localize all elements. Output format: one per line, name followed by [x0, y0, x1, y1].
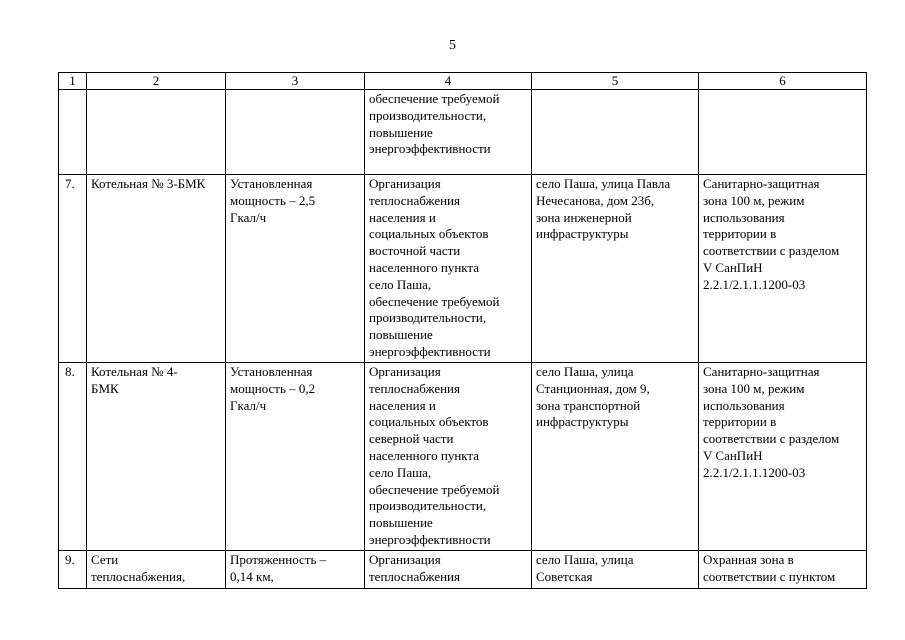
row-number: 9. — [65, 552, 75, 567]
object-purpose: Организация теплоснабжения населения и социальных объектов восточной части населенного пункта село Паша, обеспечение требуемой производительности, повышение энергоэффективности — [369, 176, 500, 359]
object-name: Сети теплоснабжения, — [91, 552, 186, 584]
column-header: 1 — [59, 73, 87, 90]
zones-cell — [699, 551, 867, 589]
page-number: 5 — [449, 38, 456, 53]
table-row — [59, 90, 867, 175]
objects-table — [58, 72, 867, 589]
row-number: 7. — [65, 176, 75, 191]
column-header: 3 — [226, 73, 365, 90]
table-row — [59, 175, 867, 363]
object-name: Котельная № 4- БМК — [91, 364, 178, 396]
column-header: 6 — [699, 73, 867, 90]
zones-cell — [699, 175, 867, 363]
purpose-cell — [365, 90, 532, 175]
purpose-cell — [365, 551, 532, 589]
object-parameters: Установленная мощность – 2,5 Гкал/ч — [230, 176, 316, 225]
row-number-cell — [59, 90, 87, 175]
table-row — [59, 551, 867, 589]
object-purpose: обеспечение требуемой производительности, повышение энергоэффективности — [369, 91, 500, 157]
object-location: село Паша, улица Павла Нечесанова, дом 23б, зона инженерной инфраструктуры — [536, 176, 671, 242]
column-header: 2 — [87, 73, 226, 90]
object-name-cell — [87, 551, 226, 589]
object-zones: Санитарно-защитная зона 100 м, режим использования территории в соответствии с разделом V СанПиН 2.2.1/2.1.1.1200-03 — [703, 176, 840, 292]
purpose-cell — [365, 175, 532, 363]
zones-cell — [699, 90, 867, 175]
column-header: 5 — [532, 73, 699, 90]
location-cell — [532, 175, 699, 363]
object-name: Котельная № 3-БМК — [91, 176, 206, 191]
zones-cell — [699, 363, 867, 551]
location-cell — [532, 363, 699, 551]
object-name-cell — [87, 175, 226, 363]
object-name-cell — [87, 363, 226, 551]
object-location: село Паша, улица Станционная, дом 9, зона транспортной инфраструктуры — [536, 364, 650, 430]
object-parameters: Установленная мощность – 0,2 Гкал/ч — [230, 364, 316, 413]
parameters-cell — [226, 90, 365, 175]
row-number: 8. — [65, 364, 75, 379]
parameters-cell — [226, 363, 365, 551]
object-purpose: Организация теплоснабжения — [369, 552, 460, 584]
purpose-cell — [365, 363, 532, 551]
column-header: 4 — [365, 73, 532, 90]
table-header-row — [59, 73, 867, 90]
row-number-cell — [59, 551, 87, 589]
object-parameters: Протяженность – 0,14 км, — [230, 552, 327, 584]
location-cell — [532, 90, 699, 175]
object-name-cell — [87, 90, 226, 175]
table-row — [59, 363, 867, 551]
parameters-cell — [226, 551, 365, 589]
parameters-cell — [226, 175, 365, 363]
object-location: село Паша, улица Советская — [536, 552, 634, 584]
object-zones: Охранная зона в соответствии с пунктом — [703, 552, 836, 584]
object-zones: Санитарно-защитная зона 100 м, режим использования территории в соответствии с разделом V СанПиН 2.2.1/2.1.1.1200-03 — [703, 364, 840, 480]
row-number-cell — [59, 175, 87, 363]
row-number-cell — [59, 363, 87, 551]
object-purpose: Организация теплоснабжения населения и социальных объектов северной части населенного пункта село Паша, обеспечение требуемой производительности, повышение энергоэффективности — [369, 364, 500, 547]
location-cell — [532, 551, 699, 589]
